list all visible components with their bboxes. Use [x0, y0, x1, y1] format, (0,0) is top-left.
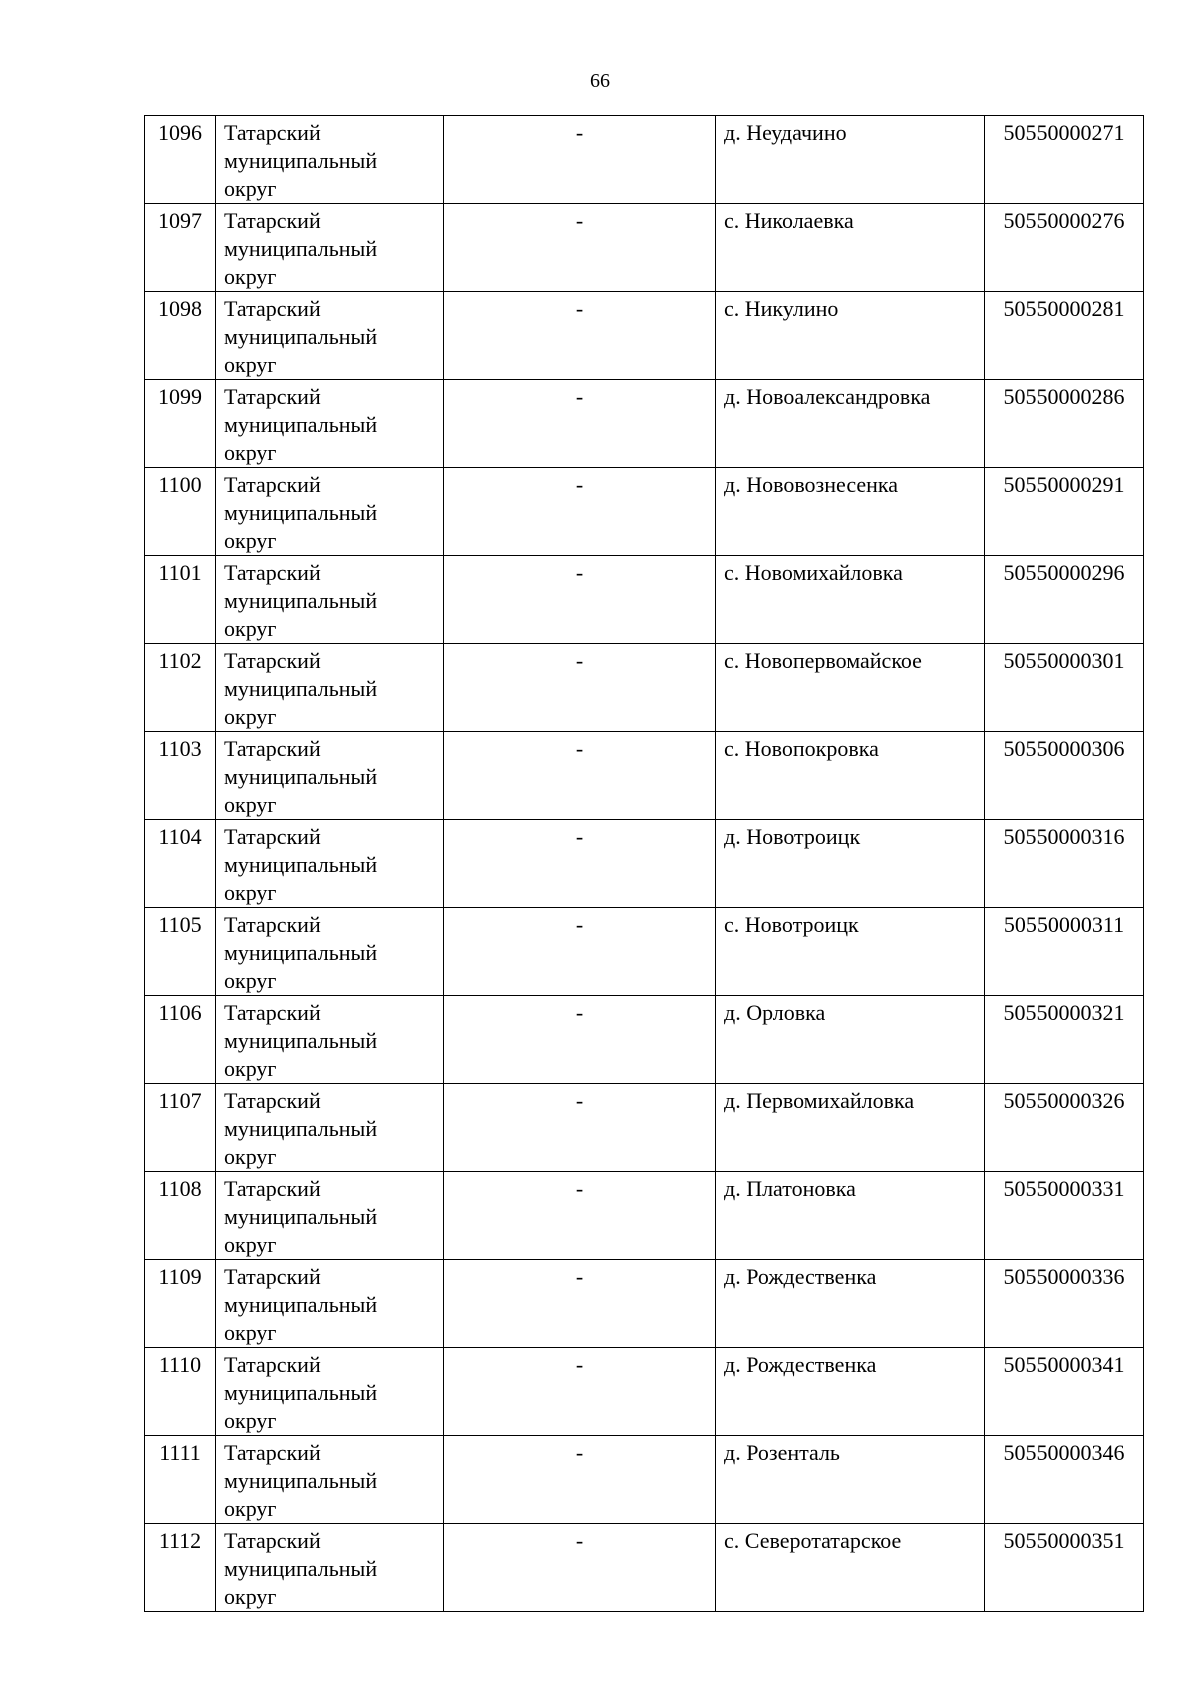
oktmo-code-cell: 50550000286: [985, 380, 1144, 468]
district-line: округ: [224, 1408, 277, 1433]
district-cell: [216, 116, 444, 204]
settlement-name-cell: с. Северотатарское: [716, 1524, 985, 1612]
oktmo-code-cell: 50550000276: [985, 204, 1144, 292]
district-line: округ: [224, 1056, 277, 1081]
district-line: округ: [224, 1232, 277, 1257]
settlement-name-cell: с. Новотроицк: [716, 908, 985, 996]
table-row: [145, 996, 1144, 1084]
district-line: Татарский: [224, 648, 321, 673]
district-line: округ: [224, 1496, 277, 1521]
subdivision-cell: -: [444, 1260, 716, 1348]
district-line: округ: [224, 440, 277, 465]
row-number-cell: 1101: [145, 556, 216, 644]
subdivision-cell: -: [444, 468, 716, 556]
district-line: муниципальный: [224, 940, 378, 965]
district-line: муниципальный: [224, 236, 378, 261]
oktmo-code-cell: 50550000326: [985, 1084, 1144, 1172]
table-row: [145, 908, 1144, 996]
district-line: муниципальный: [224, 148, 378, 173]
table-row: [145, 292, 1144, 380]
settlement-name-cell: д. Новотроицк: [716, 820, 985, 908]
row-number-cell: 1104: [145, 820, 216, 908]
table-row: [145, 1084, 1144, 1172]
table-row: [145, 1524, 1144, 1612]
oktmo-code-cell: 50550000336: [985, 1260, 1144, 1348]
district-cell: [216, 1260, 444, 1348]
district-cell: [216, 1348, 444, 1436]
district-cell: [216, 732, 444, 820]
oktmo-code-cell: 50550000291: [985, 468, 1144, 556]
district-line: округ: [224, 704, 277, 729]
district-line: округ: [224, 528, 277, 553]
district-line: Татарский: [224, 472, 321, 497]
row-number-cell: 1112: [145, 1524, 216, 1612]
subdivision-cell: -: [444, 380, 716, 468]
row-number-cell: 1105: [145, 908, 216, 996]
settlement-name-cell: с. Новопокровка: [716, 732, 985, 820]
subdivision-cell: -: [444, 116, 716, 204]
district-line: Татарский: [224, 736, 321, 761]
settlement-name-cell: с. Новопервомайское: [716, 644, 985, 732]
row-number-cell: 1111: [145, 1436, 216, 1524]
district-cell: [216, 468, 444, 556]
district-line: округ: [224, 1320, 277, 1345]
district-line: муниципальный: [224, 1204, 378, 1229]
row-number-cell: 1096: [145, 116, 216, 204]
oktmo-code-cell: 50550000321: [985, 996, 1144, 1084]
subdivision-cell: -: [444, 204, 716, 292]
district-line: муниципальный: [224, 1292, 378, 1317]
settlement-name-cell: д. Неудачино: [716, 116, 985, 204]
district-line: Татарский: [224, 120, 321, 145]
district-line: Татарский: [224, 384, 321, 409]
table-row: [145, 644, 1144, 732]
district-cell: [216, 820, 444, 908]
subdivision-cell: -: [444, 644, 716, 732]
table-row: [145, 1436, 1144, 1524]
district-line: округ: [224, 792, 277, 817]
row-number-cell: 1097: [145, 204, 216, 292]
subdivision-cell: -: [444, 1524, 716, 1612]
oktmo-code-cell: 50550000306: [985, 732, 1144, 820]
district-line: Татарский: [224, 1352, 321, 1377]
district-line: Татарский: [224, 1264, 321, 1289]
subdivision-cell: -: [444, 1084, 716, 1172]
subdivision-cell: -: [444, 1172, 716, 1260]
settlement-name-cell: д. Орловка: [716, 996, 985, 1084]
district-line: муниципальный: [224, 1380, 378, 1405]
district-line: округ: [224, 352, 277, 377]
oktmo-code-cell: 50550000346: [985, 1436, 1144, 1524]
table-row: [145, 204, 1144, 292]
district-line: муниципальный: [224, 852, 378, 877]
table-body: [145, 116, 1144, 1612]
district-line: Татарский: [224, 912, 321, 937]
row-number-cell: 1099: [145, 380, 216, 468]
table-row: [145, 1172, 1144, 1260]
oktmo-code-cell: 50550000311: [985, 908, 1144, 996]
table-row: [145, 116, 1144, 204]
district-line: муниципальный: [224, 500, 378, 525]
settlement-name-cell: с. Никулино: [716, 292, 985, 380]
row-number-cell: 1103: [145, 732, 216, 820]
subdivision-cell: -: [444, 556, 716, 644]
district-line: округ: [224, 968, 277, 993]
settlement-name-cell: с. Николаевка: [716, 204, 985, 292]
subdivision-cell: -: [444, 1348, 716, 1436]
subdivision-cell: -: [444, 732, 716, 820]
district-cell: [216, 556, 444, 644]
row-number-cell: 1108: [145, 1172, 216, 1260]
settlement-name-cell: д. Рождественка: [716, 1260, 985, 1348]
district-line: округ: [224, 880, 277, 905]
oktmo-code-cell: 50550000341: [985, 1348, 1144, 1436]
district-line: округ: [224, 616, 277, 641]
district-cell: [216, 908, 444, 996]
district-line: Татарский: [224, 1000, 321, 1025]
settlement-name-cell: д. Новоалександровка: [716, 380, 985, 468]
district-line: муниципальный: [224, 676, 378, 701]
table-row: [145, 1260, 1144, 1348]
table-row: [145, 468, 1144, 556]
district-cell: [216, 1172, 444, 1260]
oktmo-code-cell: 50550000316: [985, 820, 1144, 908]
district-line: муниципальный: [224, 324, 378, 349]
settlement-name-cell: д. Рождественка: [716, 1348, 985, 1436]
subdivision-cell: -: [444, 996, 716, 1084]
oktmo-code-cell: 50550000301: [985, 644, 1144, 732]
table-row: [145, 820, 1144, 908]
district-line: Татарский: [224, 1528, 321, 1553]
district-cell: [216, 644, 444, 732]
row-number-cell: 1102: [145, 644, 216, 732]
district-line: округ: [224, 1144, 277, 1169]
oktmo-code-cell: 50550000351: [985, 1524, 1144, 1612]
district-line: Татарский: [224, 1088, 321, 1113]
settlement-name-cell: с. Новомихайловка: [716, 556, 985, 644]
oktmo-code-cell: 50550000271: [985, 116, 1144, 204]
district-line: Татарский: [224, 1440, 321, 1465]
district-line: округ: [224, 176, 277, 201]
oktmo-code-cell: 50550000331: [985, 1172, 1144, 1260]
district-cell: [216, 204, 444, 292]
subdivision-cell: -: [444, 292, 716, 380]
district-line: округ: [224, 264, 277, 289]
subdivision-cell: -: [444, 820, 716, 908]
row-number-cell: 1110: [145, 1348, 216, 1436]
district-cell: [216, 292, 444, 380]
district-line: муниципальный: [224, 1556, 378, 1581]
district-line: муниципальный: [224, 412, 378, 437]
district-line: Татарский: [224, 1176, 321, 1201]
oktmo-code-cell: 50550000281: [985, 292, 1144, 380]
row-number-cell: 1106: [145, 996, 216, 1084]
district-line: округ: [224, 1584, 277, 1609]
settlement-name-cell: д. Первомихайловка: [716, 1084, 985, 1172]
district-line: Татарский: [224, 560, 321, 585]
district-cell: [216, 1084, 444, 1172]
subdivision-cell: -: [444, 1436, 716, 1524]
district-line: муниципальный: [224, 1028, 378, 1053]
table-row: [145, 556, 1144, 644]
settlement-name-cell: д. Нововознесенка: [716, 468, 985, 556]
district-line: муниципальный: [224, 1116, 378, 1141]
table-row: [145, 380, 1144, 468]
oktmo-code-cell: 50550000296: [985, 556, 1144, 644]
district-cell: [216, 1524, 444, 1612]
district-cell: [216, 996, 444, 1084]
row-number-cell: 1109: [145, 1260, 216, 1348]
settlement-name-cell: д. Розенталь: [716, 1436, 985, 1524]
district-line: муниципальный: [224, 764, 378, 789]
district-line: муниципальный: [224, 588, 378, 613]
row-number-cell: 1107: [145, 1084, 216, 1172]
district-line: Татарский: [224, 296, 321, 321]
settlement-name-cell: д. Платоновка: [716, 1172, 985, 1260]
page-number: 66: [590, 70, 610, 92]
table-row: [145, 732, 1144, 820]
table-row: [145, 1348, 1144, 1436]
district-cell: [216, 380, 444, 468]
settlements-table: [144, 115, 1144, 1612]
district-line: муниципальный: [224, 1468, 378, 1493]
subdivision-cell: -: [444, 908, 716, 996]
row-number-cell: 1098: [145, 292, 216, 380]
district-line: Татарский: [224, 208, 321, 233]
district-line: Татарский: [224, 824, 321, 849]
row-number-cell: 1100: [145, 468, 216, 556]
district-cell: [216, 1436, 444, 1524]
